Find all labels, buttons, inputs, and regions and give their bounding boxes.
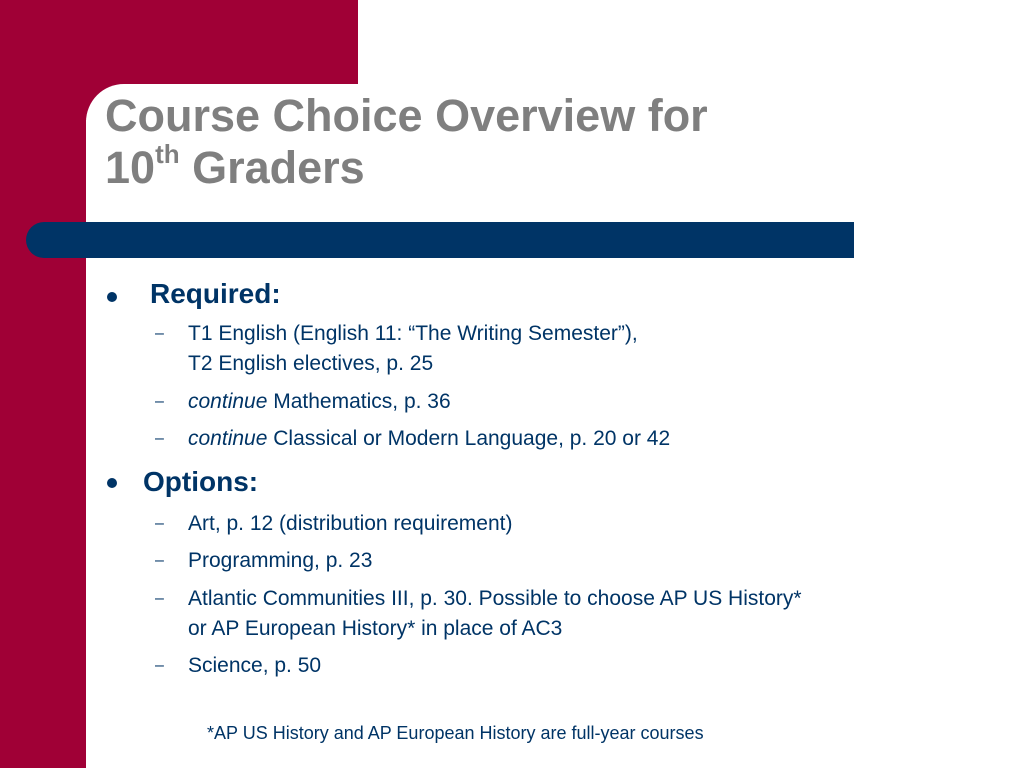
title-superscript: th: [155, 139, 180, 169]
dash-icon: –: [155, 590, 164, 607]
dash-icon: –: [155, 393, 164, 410]
list-item: Programming, p. 23: [188, 549, 373, 572]
list-item-line: or AP European History* in place of AC3: [188, 617, 563, 640]
bullet-dot-icon: [107, 478, 117, 488]
list-item: Science, p. 50: [188, 654, 322, 677]
list-item-text: Mathematics, p. 36: [267, 390, 451, 413]
list-item: [188, 387, 451, 417]
slide-title: [105, 90, 905, 194]
left-accent-bar: [0, 0, 86, 768]
list-item-line: T1 English (English 11: “The Writing Semester”),: [188, 322, 638, 345]
dash-icon: –: [155, 515, 164, 532]
title-divider-bar: [26, 222, 854, 258]
list-item-line: T2 English electives, p. 25: [188, 352, 434, 375]
list-item-line: Atlantic Communities III, p. 30. Possible to choose AP US History*: [188, 587, 802, 610]
dash-icon: –: [155, 552, 164, 569]
bullet-dot-icon: [107, 292, 117, 302]
section-heading-required: Required:: [150, 278, 281, 309]
title-line-2-suffix: Graders: [179, 142, 365, 193]
dash-icon: –: [155, 430, 164, 447]
list-item-text: Classical or Modern Language, p. 20 or 42: [267, 427, 671, 450]
title-line-2-prefix: 10: [105, 142, 156, 193]
section-heading-options: Options:: [143, 466, 259, 497]
list-item-emphasis: continue: [188, 390, 268, 413]
dash-icon: –: [155, 325, 164, 342]
list-item-emphasis: continue: [188, 427, 268, 450]
dash-icon: –: [155, 657, 164, 674]
title-line-1: Course Choice Overview for: [105, 90, 708, 141]
list-item: Art, p. 12 (distribution requirement): [188, 512, 513, 535]
list-item: [188, 424, 670, 454]
footnote: *AP US History and AP European History are full-year courses: [207, 723, 704, 743]
